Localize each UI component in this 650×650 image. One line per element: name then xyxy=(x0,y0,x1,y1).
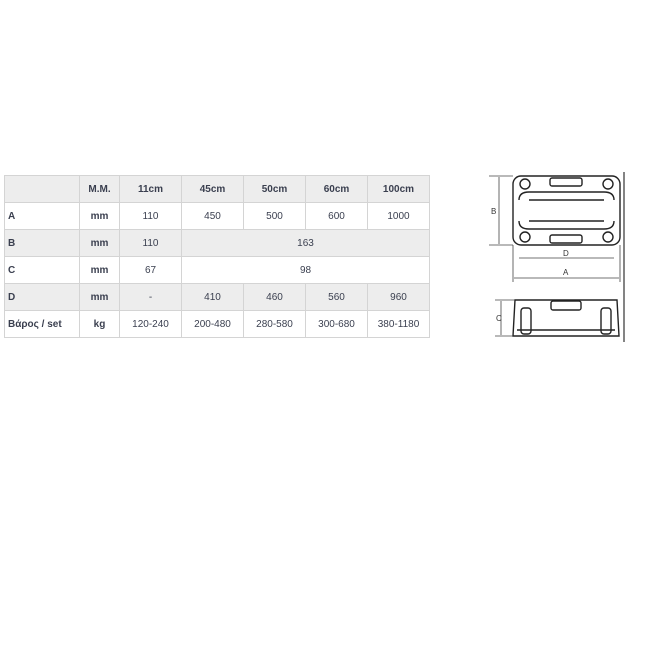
cell-value: 460 xyxy=(244,284,306,311)
row-unit: kg xyxy=(80,311,120,338)
cell-value: 300-680 xyxy=(306,311,368,338)
cell-value: 600 xyxy=(306,203,368,230)
row-unit: mm xyxy=(80,257,120,284)
cell-value: 560 xyxy=(306,284,368,311)
cell-value: 410 xyxy=(182,284,244,311)
header-100cm: 100cm xyxy=(368,176,430,203)
header-unit: M.M. xyxy=(80,176,120,203)
row-label: Βάρος / set xyxy=(5,311,80,338)
row-label: D xyxy=(5,284,80,311)
header-11cm: 11cm xyxy=(120,176,182,203)
cell-value: 120-240 xyxy=(120,311,182,338)
row-weight xyxy=(5,311,430,338)
row-d xyxy=(5,284,430,311)
row-label: A xyxy=(5,203,80,230)
cell-value: 450 xyxy=(182,203,244,230)
cell-value: - xyxy=(120,284,182,311)
cell-value: 200-480 xyxy=(182,311,244,338)
cell-value: 380-1180 xyxy=(368,311,430,338)
cell-value: 500 xyxy=(244,203,306,230)
row-c xyxy=(5,257,430,284)
cell-value: 110 xyxy=(120,203,182,230)
merged-cell-value: 163 xyxy=(182,230,430,257)
cell-value: 280-580 xyxy=(244,311,306,338)
row-b xyxy=(5,230,430,257)
label-c: C xyxy=(496,314,502,323)
row-label: C xyxy=(5,257,80,284)
row-unit: mm xyxy=(80,203,120,230)
cell-value: 110 xyxy=(120,230,182,257)
cell-value: 960 xyxy=(368,284,430,311)
row-a xyxy=(5,203,430,230)
label-b: B xyxy=(491,207,497,216)
header-empty xyxy=(5,176,80,203)
row-unit: mm xyxy=(80,284,120,311)
header-50cm: 50cm xyxy=(244,176,306,203)
dimension-drawing xyxy=(485,170,630,345)
cell-value: 67 xyxy=(120,257,182,284)
dimensions-table xyxy=(4,175,430,338)
top-view-outline xyxy=(513,176,620,245)
row-unit: mm xyxy=(80,230,120,257)
header-60cm: 60cm xyxy=(306,176,368,203)
label-a: A xyxy=(563,268,569,277)
cell-value: 1000 xyxy=(368,203,430,230)
header-row xyxy=(5,176,430,203)
header-45cm: 45cm xyxy=(182,176,244,203)
merged-cell-value: 98 xyxy=(182,257,430,284)
side-view-outline xyxy=(513,300,619,336)
label-d: D xyxy=(563,249,569,258)
row-label: B xyxy=(5,230,80,257)
